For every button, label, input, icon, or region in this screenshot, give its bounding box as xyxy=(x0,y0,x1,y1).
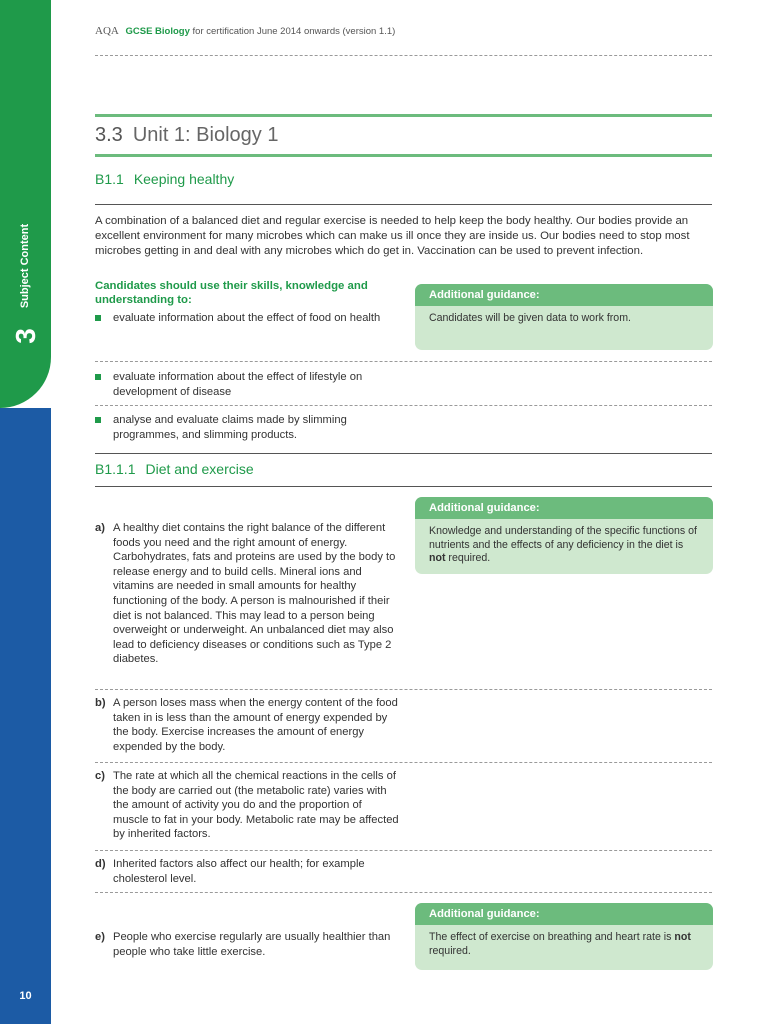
bullet-square xyxy=(95,315,101,321)
page-number: 10 xyxy=(19,990,32,1002)
subsubsection-title: Diet and exercise xyxy=(145,461,254,477)
item-label: a) xyxy=(95,522,105,534)
content-item xyxy=(95,857,400,886)
row-divider xyxy=(95,689,712,690)
bullet-text: evaluate information about the effect of lifestyle on development of disease xyxy=(113,371,363,398)
running-header xyxy=(95,25,395,37)
subsubsection-rule xyxy=(95,486,712,487)
bullet-square xyxy=(95,374,101,380)
guidance-text xyxy=(415,925,713,966)
item-label: b) xyxy=(95,697,106,709)
guidance-title: Additional guidance: xyxy=(415,284,713,306)
bullet-text: evaluate information about the effect of food on health xyxy=(113,312,381,324)
subsection-rule xyxy=(95,204,712,205)
guidance-text-pre: Knowledge and understanding of the specific functions of nutrients and the effects of any deficiency in the diet is xyxy=(429,525,697,551)
subsubsection-heading xyxy=(95,461,254,477)
content-item xyxy=(95,696,400,754)
item-text: The rate at which all the chemical reactions in the cells of the body are carried out (the metabolic rate) varies with the amount of activity you do and the proportion of muscle to fat in your body. Metabolic rate may be affected by inherited factors. xyxy=(113,770,399,841)
row-divider xyxy=(95,361,712,362)
item-text: A healthy diet contains the right balance of the different foods you need and the right amount of energy. Carbohydrates, fats and proteins are used by the body to release energy and to build cells. Mineral ions and vitamins are needed in small amounts for healthy functioning of the body. A person is malnourished if their diet is not balanced. This may lead to a person being overweight or underweight. An unbalanced diet may also lead to deficiency diseases or conditions such as Type 2 diabetes. xyxy=(113,522,396,666)
item-label: c) xyxy=(95,770,105,782)
skill-bullet xyxy=(95,413,405,442)
side-tab-number: 3 xyxy=(10,328,41,344)
subsection-rule xyxy=(95,453,712,454)
bullet-square xyxy=(95,417,101,423)
item-label: e) xyxy=(95,931,105,943)
content-item xyxy=(95,521,400,667)
guidance-title: Additional guidance: xyxy=(415,497,713,519)
section-name: Unit 1: Biology 1 xyxy=(132,124,279,146)
bullet-text: analyse and evaluate claims made by slimming programmes, and slimming products. xyxy=(113,414,347,441)
content-item xyxy=(95,769,400,842)
guidance-text-pre: The effect of exercise on breathing and heart rate is xyxy=(429,931,675,943)
skills-heading: Candidates should use their skills, knowledge and understanding to: xyxy=(95,280,368,306)
row-divider xyxy=(95,762,712,763)
intro-paragraph: A combination of a balanced diet and regular exercise is needed to help keep the body healthy. Our bodies provide an excellent environment for many microbes which can make us ill once they are inside us. Our bodies need to stop most microbes getting in and deal with any microbes which do get in. Vaccination can be used to prevent infection. xyxy=(95,215,690,257)
guidance-text-bold: not xyxy=(429,552,446,565)
section-rule-bottom xyxy=(95,154,712,157)
subsubsection-code: B1.1.1 xyxy=(95,461,136,477)
guidance-text-post: required. xyxy=(445,552,491,565)
row-divider xyxy=(95,850,712,851)
side-tab-text: Subject Content xyxy=(19,223,31,309)
guidance-box xyxy=(415,903,713,970)
guidance-box xyxy=(415,284,713,350)
guidance-text: Candidates will be given data to work from. xyxy=(429,312,631,324)
guidance-text-post: required. xyxy=(429,944,471,957)
side-tab-label xyxy=(2,223,50,370)
section-number: 3.3 xyxy=(95,124,123,146)
subsection-code: B1.1 xyxy=(95,171,124,187)
skill-bullet xyxy=(95,311,405,326)
header-course: GCSE Biology xyxy=(125,26,190,37)
row-divider xyxy=(95,405,712,406)
subsection-title: Keeping healthy xyxy=(133,171,235,187)
header-rest: for certification June 2014 onwards (version 1.1) xyxy=(189,26,396,37)
item-label: d) xyxy=(95,858,106,870)
guidance-text xyxy=(415,519,713,574)
guidance-text-bold: not xyxy=(674,931,691,943)
item-text: Inherited factors also affect our health; for example cholesterol level. xyxy=(113,858,365,885)
subsection-heading xyxy=(95,171,234,187)
item-text: A person loses mass when the energy content of the food taken in is less than the amount of energy expended by the body. Exercise increases the amount of energy expended by the body. xyxy=(113,697,398,753)
aqa-logo: AQA xyxy=(95,25,119,37)
content-item xyxy=(95,930,400,959)
skill-bullet xyxy=(95,370,405,399)
header-divider xyxy=(95,55,712,56)
item-text: People who exercise regularly are usually healthier than people who take little exercise. xyxy=(113,931,391,958)
guidance-title: Additional guidance: xyxy=(415,903,713,925)
guidance-box xyxy=(415,497,713,574)
row-divider xyxy=(95,892,712,893)
section-rule-top xyxy=(95,114,712,117)
section-title xyxy=(95,124,278,147)
side-tab-blue xyxy=(0,408,51,1024)
